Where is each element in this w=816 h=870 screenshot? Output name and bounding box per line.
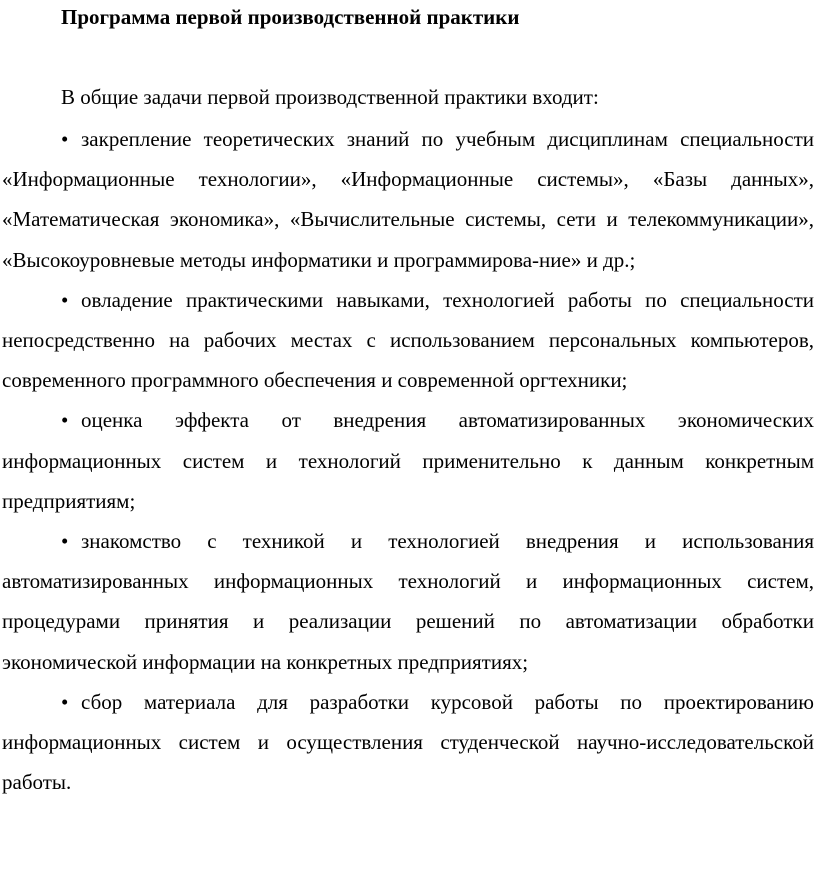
list-item <box>2 119 814 280</box>
list-item <box>2 521 814 682</box>
bullet-icon: • <box>61 127 69 151</box>
list-item <box>2 682 814 803</box>
list-item-text: сбор материала для разработки курсовой работы по проектированию информационных систем и осуществления студенческой научно-исследовательской работы. <box>2 689 814 795</box>
intro-paragraph: В общие задачи первой производственной практики входит: <box>61 85 599 109</box>
list-item <box>2 280 814 401</box>
list-item-text: оценка эффекта от внедрения автоматизированных экономических информационных систем и технологий применительно к данным конкретным предприятиям; <box>2 408 814 513</box>
list-item <box>2 400 814 521</box>
bullet-icon: • <box>61 408 69 433</box>
list-item-text: закрепление теоретических знаний по учебным дисциплинам специальности «Информационные технологии», «Информационные системы», «Базы данных», «Математическая экономика», «Вычислительные системы, сети и телекоммуникации», «Высокоуровневые методы информатики и программирова-ние» и др.; <box>2 127 814 272</box>
document-title: Программа первой производственной практики <box>61 5 520 29</box>
bullet-icon: • <box>61 689 69 714</box>
list-item-text: овладение практическими навыками, технологией работы по специальности непосредственно на рабочих местах с использованием персональных компьютеров, современного программного обеспечения и современной оргтехники; <box>2 287 814 393</box>
tasks-list <box>2 119 814 802</box>
bullet-icon: • <box>61 287 69 312</box>
list-item-text: знакомство с техникой и технологией внедрения и использования автоматизированных информационных технологий и информационных систем, процедурами принятия и реализации решений по автоматизации обработки экономической информации на конкретных предприятиях; <box>2 529 814 674</box>
bullet-icon: • <box>61 529 69 554</box>
